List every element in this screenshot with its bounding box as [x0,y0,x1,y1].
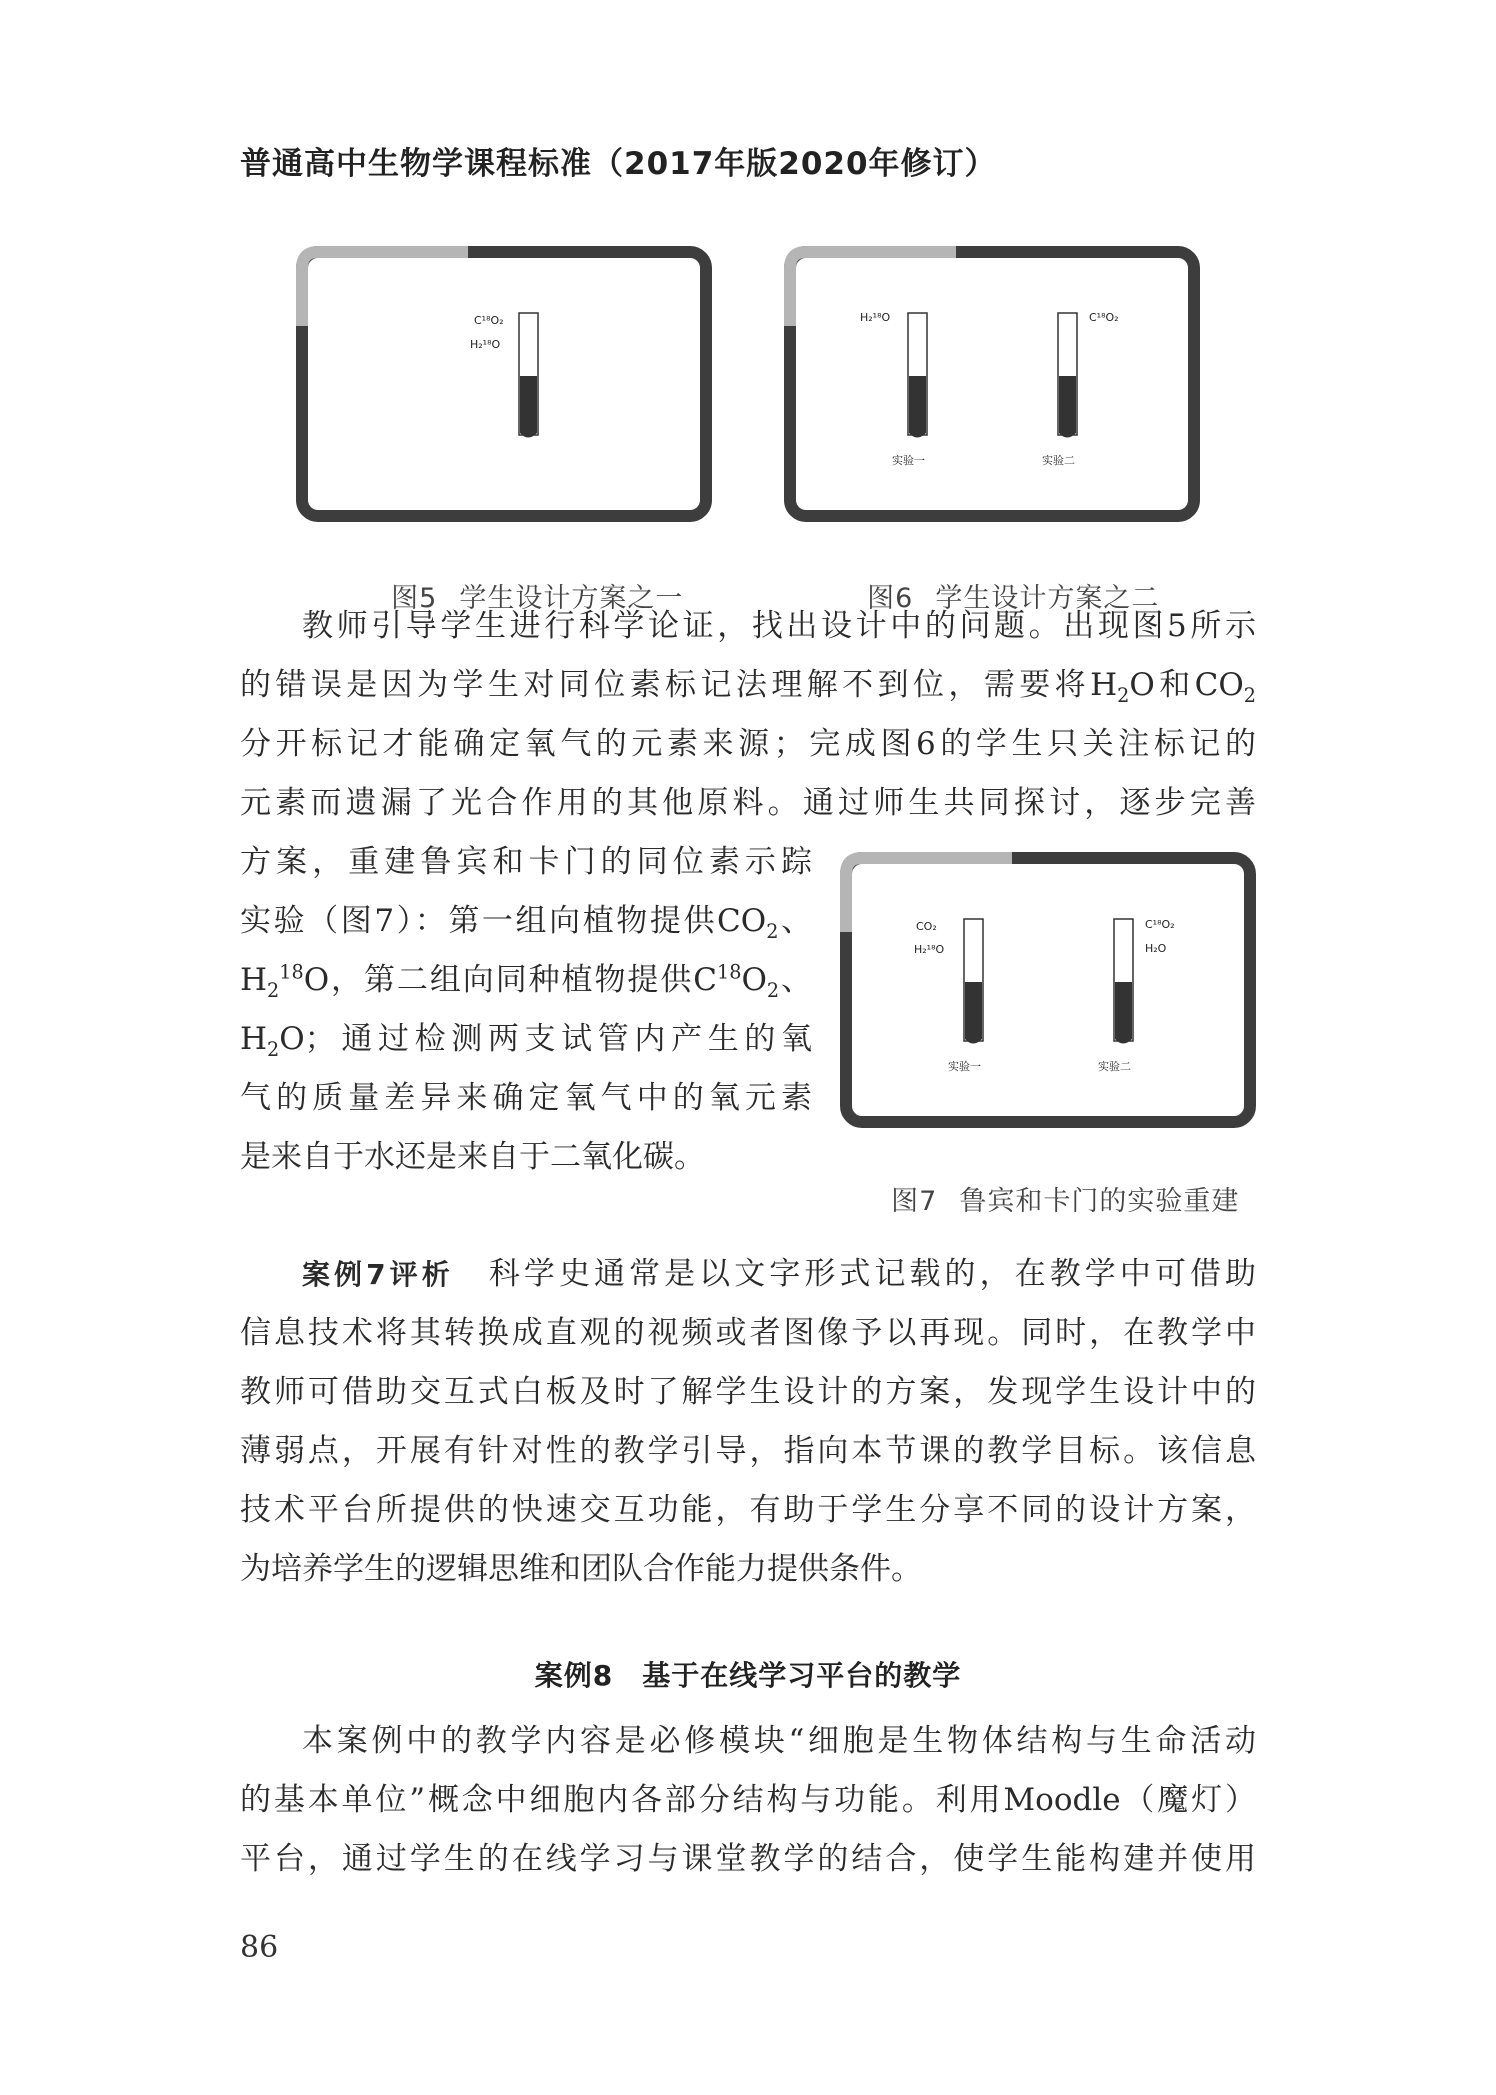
line-content [302,1256,1256,1292]
fig7-left-label-1: CO₂ [916,920,937,933]
text-line [240,1128,812,1187]
line-content: 是来自于水还是来自于二氧化碳。 [240,1139,705,1175]
fig7-tube1-label: 实验一 [948,1060,981,1073]
figure-6 [784,246,1200,522]
case8-paragraph [240,1712,1256,1889]
line-content: 的错误是因为学生对同位素标记法理解不到位，需要将$H_2O$和$CO_2$ [240,667,1256,708]
line-content: 实验（图7）：第一组向植物提供$CO_2$、 [240,903,813,944]
case7-line-5: 技术平台所提供的快速交互功能，有助于学生分享不同的设计方案， [240,1492,1256,1528]
fig7-tube2-label: 实验二 [1098,1060,1131,1073]
caption-text: 鲁宾和卡门的实验重建 [959,1186,1240,1217]
text-line [240,1010,812,1069]
line-content: $H_2^{18}O$，第二组向同种植物提供$C^{18}O_2$、 [240,960,813,1003]
case7-line-6: 为培养学生的逻辑思维和团队合作能力提供条件。 [240,1551,922,1587]
figure-5 [296,246,712,522]
fig7-left-label-2: H₂¹⁸O [914,943,945,956]
text-line [240,1771,1256,1830]
caption-number: 图6 [867,583,914,614]
fig6-label-left: H₂¹⁸O [860,311,891,324]
case7-line-3: 教师可借助交互式白板及时了解学生设计的方案，发现学生设计中的 [240,1374,1256,1410]
text-line [240,892,812,951]
page-number: 86 [240,1930,279,1965]
fig7-right-label-1: C¹⁸O₂ [1145,918,1175,931]
text-line [240,774,1256,833]
fig7-right-label-2: H₂O [1145,942,1167,955]
text-line [240,1304,1256,1363]
text-line [240,1540,1256,1599]
case7-line-4: 薄弱点，开展有针对性的教学引导，指向本节课的教学目标。该信息 [240,1433,1256,1469]
paragraph-analysis-narrow [240,833,812,1187]
caption-text: 学生设计方案之一 [459,583,684,614]
line-content: 分开标记才能确定氧气的元素来源；完成图6的学生只关注标记的 [240,726,1256,762]
text-line [240,597,1256,656]
text-line [240,1422,1256,1481]
text-line [240,1245,1256,1304]
text-line [240,1069,812,1128]
caption-text: 学生设计方案之二 [935,583,1160,614]
case7-label: 案例7评析 [302,1258,454,1291]
fig6-tube1-label: 实验一 [892,454,925,467]
line-content: 方案，重建鲁宾和卡门的同位素示踪 [240,844,812,880]
case8-line-2: 的基本单位”概念中细胞内各部分结构与功能。利用Moodle（魔灯） [240,1782,1256,1818]
line-content: 元素而遗漏了光合作用的其他原料。通过师生共同探讨，逐步完善 [240,785,1256,821]
case7-line-2: 信息技术将其转换成直观的视频或者图像予以再现。同时，在教学中 [240,1315,1256,1351]
page-header: 普通高中生物学课程标准（2017年版2020年修订） [240,146,997,182]
text-line [240,1712,1256,1771]
line-content: 教师引导学生进行科学论证，找出设计中的问题。出现图5所示 [302,608,1256,644]
case7-review [240,1245,1256,1599]
caption-number: 图7 [891,1186,938,1217]
line-content: $H_2O$；通过检测两支试管内产生的氧 [240,1021,812,1062]
case8-title: 案例8 基于在线学习平台的教学 [534,1659,962,1692]
figure-7 [840,852,1256,1128]
fig6-tube2-label: 实验二 [1042,454,1075,467]
text-line [240,1830,1256,1889]
text-line [240,833,812,892]
case8-line-1: 本案例中的教学内容是必修模块“细胞是生物体结构与生命活动 [302,1723,1256,1759]
text-line [240,1481,1256,1540]
text-line [240,715,1256,774]
line-content: 气的质量差异来确定氧气中的氧元素 [240,1080,812,1116]
figure-6-frame [784,246,1200,522]
case8-line-3: 平台，通过学生的在线学习与课堂教学的结合，使学生能构建并使用 [240,1841,1256,1877]
paragraph-analysis [240,597,1256,833]
figure-5-frame [296,246,712,522]
case7-line-1: 科学史通常是以文字形式记载的，在教学中可借助 [488,1256,1257,1292]
figure-7-caption [872,1148,1239,1218]
fig5-label-2: H₂¹⁸O [470,338,501,351]
fig5-label-1: C¹⁸O₂ [474,314,504,327]
text-line [240,1363,1256,1422]
text-line [240,951,812,1010]
figure-7-frame [840,852,1256,1128]
fig6-label-right: C¹⁸O₂ [1089,311,1119,324]
caption-number: 图5 [391,583,438,614]
text-line [240,656,1256,715]
